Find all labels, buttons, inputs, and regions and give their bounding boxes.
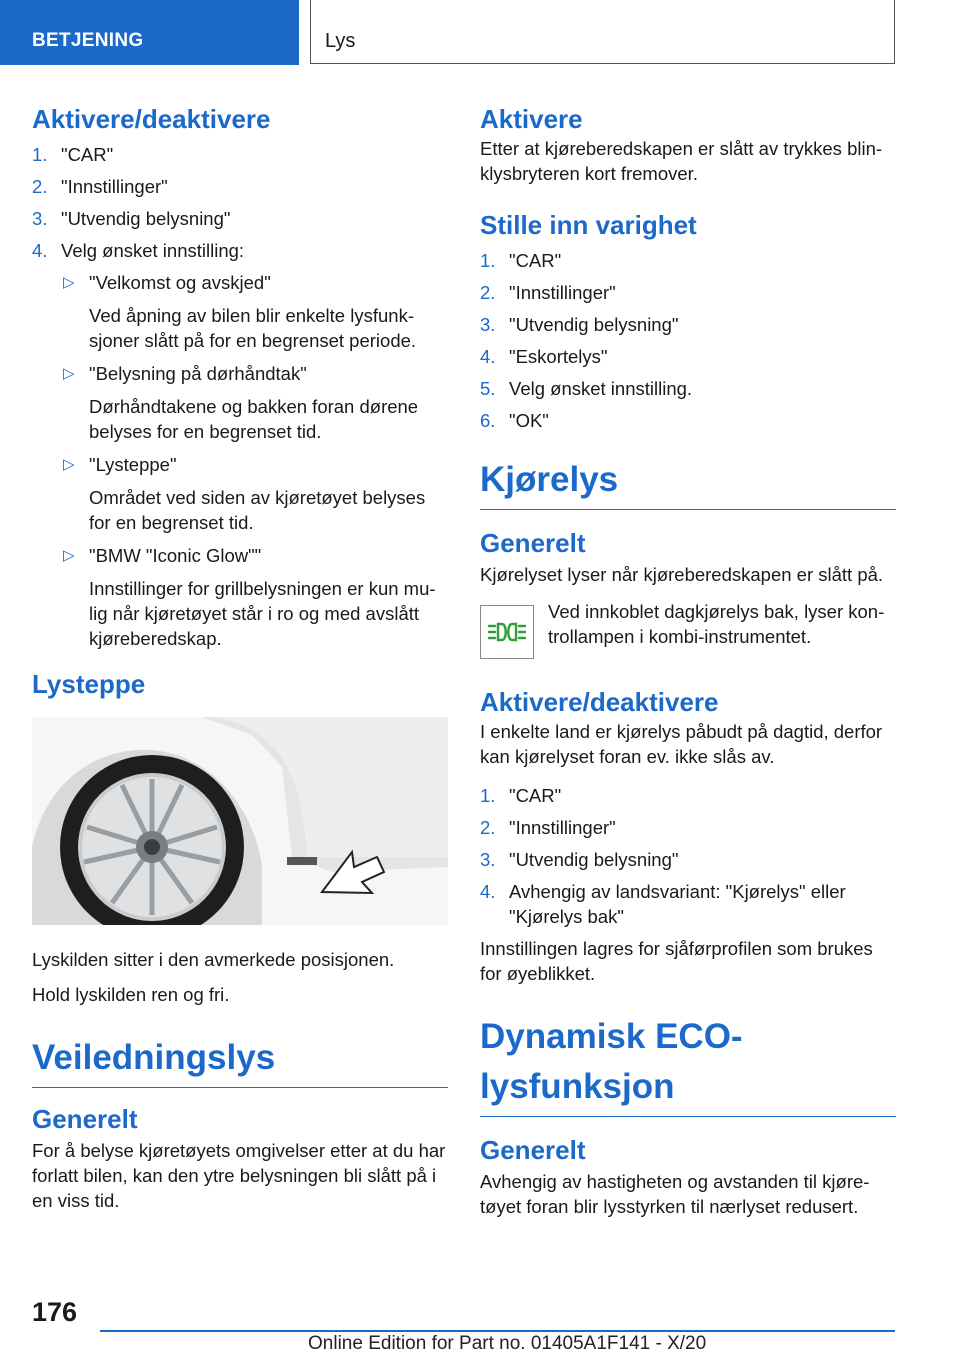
heading-veiledningslys: Veiledningslys (32, 1033, 448, 1088)
list-item: 4. Velg ønsket innstilling: ▷ "Velkomst og avskjed" Ved åpning av bilen blir enkelte lysfunk-sjoner slått på for en begrenset periode. ▷ "Belysning på dørhåndtak" Dørhåndtakene og bakken foran dørene belyses for en begrenset tid. ▷ "Lysteppe" Området ved siden av kjøretøyet belyses for en begrenset tid. ▷ "BMW "Iconic Glow"" Innstillinger for grillbelysningen er kun mu-lig når kjøretøyet står i ro og med avslått kjøreberedskap. (32, 238, 448, 651)
right-column (480, 96, 896, 1219)
kjorelys-text: Kjørelyset lyser når kjøreberedskapen er slått på. (480, 564, 884, 585)
heading-lysteppe: Lysteppe (32, 669, 146, 699)
option-item: ▷ "BMW "Iconic Glow"" Innstillinger for grillbelysningen er kun mu-lig når kjøretøyet står i ro og med avslått kjøreberedskap. (63, 545, 436, 649)
heading-akt-deakt: Aktivere/deaktivere (480, 687, 719, 717)
list-item: 4. Avhengig av landsvariant: "Kjørelys" eller "Kjørelys bak" (480, 881, 846, 927)
list-item: 6. "OK" (480, 410, 549, 431)
list-item: 1. "CAR" (32, 144, 114, 165)
list-item: 3. "Utvendig belysning" (480, 314, 679, 335)
car-wheel-illustration (32, 717, 448, 925)
aktivere-text: Etter at kjøreberedskapen er slått av trykkes blin-klysbryteren kort fremover. (480, 138, 883, 184)
option-item: ▷ "Velkomst og avskjed" Ved åpning av bilen blir enkelte lysfunk-sjoner slått på for en begrenset periode. (63, 272, 417, 351)
activate-steps (32, 142, 448, 651)
left-column (32, 96, 448, 1213)
page-number: 176 (32, 1297, 78, 1327)
caption-position: Lyskilden sitter i den avmerkede posisjonen. (32, 949, 395, 970)
option-list (61, 270, 448, 651)
list-item: 1. "CAR" (480, 250, 562, 271)
edition-footer: Online Edition for Part no. 01405A1F141 - X/20 (308, 1333, 707, 1354)
topic-header: Lys (310, 0, 895, 64)
triangle-bullet-icon: ▷ (63, 365, 75, 382)
triangle-bullet-icon: ▷ (63, 547, 75, 564)
heading-eco: Dynamisk ECO-lysfunksjon (480, 1012, 896, 1117)
footer-rule (100, 1330, 895, 1332)
veil-text: For å belyse kjøretøyets omgivelser etter at du har forlatt bilen, kan den ytre belysningen bli slått på i en viss tid. (32, 1140, 446, 1211)
akt-text: I enkelte land er kjørelys påbudt på dagtid, derfor kan kjørelyset foran ev. ikke slås av. (480, 721, 883, 767)
varighet-steps (480, 248, 896, 433)
heading-generelt: Generelt (480, 1135, 586, 1165)
option-item: ▷ "Lysteppe" Området ved siden av kjøretøyet belyses for en begrenset tid. (63, 454, 426, 533)
heading-kjorelys: Kjørelys (480, 455, 896, 510)
list-item: 2. "Innstillinger" (480, 282, 616, 303)
caption-clean: Hold lyskilden ren og fri. (32, 984, 230, 1005)
daytime-running-light-icon (480, 605, 534, 659)
eco-text: Avhengig av hastigheten og avstanden til kjøre-tøyet foran blir lysstyrken til nærlyset redusert. (480, 1171, 870, 1217)
list-item: 4. "Eskortelys" (480, 346, 608, 367)
akt-steps (480, 783, 896, 929)
triangle-bullet-icon: ▷ (63, 274, 75, 291)
option-item: ▷ "Belysning på dørhåndtak" Dørhåndtakene og bakken foran dørene belyses for en begrenset tid. (63, 363, 419, 442)
list-item: 2. "Innstillinger" (32, 176, 168, 197)
triangle-bullet-icon: ▷ (63, 456, 75, 473)
lagres-text: Innstillingen lagres for sjåførprofilen som brukes for øyeblikket. (480, 938, 873, 984)
heading-aktivere: Aktivere (480, 104, 583, 134)
heading-generelt: Generelt (32, 1104, 138, 1134)
list-item: 3. "Utvendig belysning" (32, 208, 231, 229)
heading-generelt: Generelt (480, 528, 586, 558)
list-item: 1. "CAR" (480, 785, 562, 806)
icon-note-text: Ved innkoblet dagkjørelys bak, lyser kon-trollampen i kombi-instrumentet. (548, 601, 885, 647)
heading-varighet: Stille inn varighet (480, 210, 697, 240)
indicator-note (480, 599, 896, 659)
section-tab: BETJENING (0, 0, 299, 65)
list-item: 5. Velg ønsket innstilling. (480, 378, 693, 399)
heading-activate: Aktivere/deaktivere (32, 104, 271, 134)
list-item: 3. "Utvendig belysning" (480, 849, 679, 870)
list-item: 2. "Innstillinger" (480, 817, 616, 838)
